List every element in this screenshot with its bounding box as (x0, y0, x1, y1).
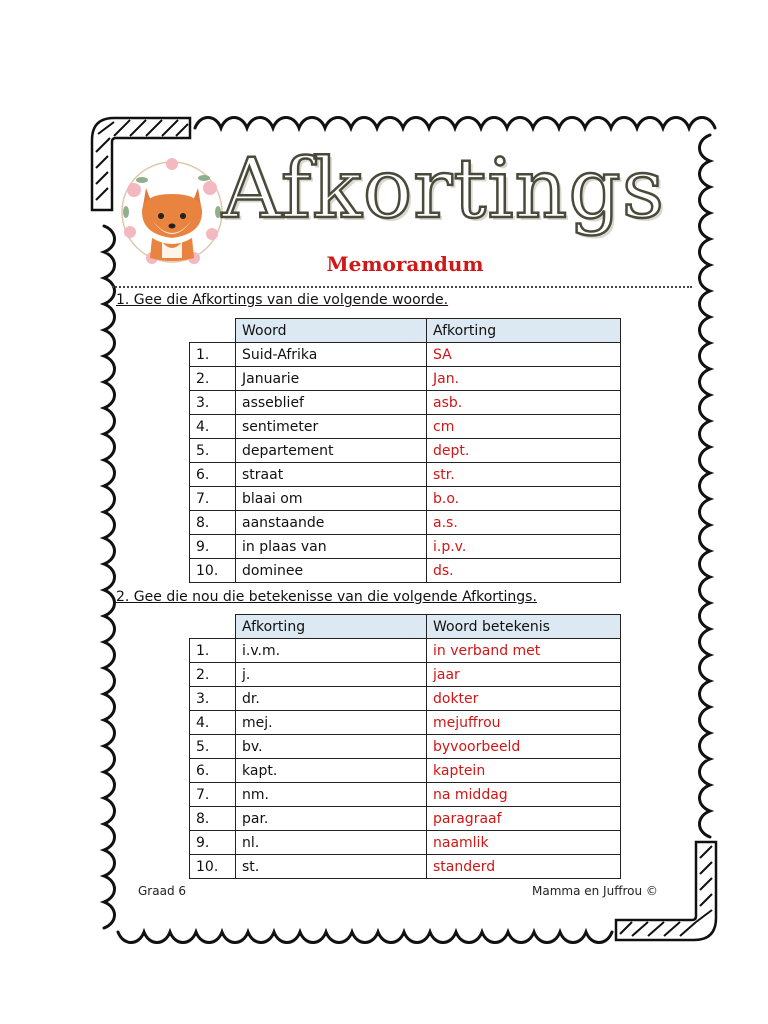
row-term: in plaas van (236, 535, 427, 559)
row-number: 8. (190, 807, 236, 831)
abbreviation-table-1 (189, 318, 621, 583)
row-term: par. (236, 807, 427, 831)
meaning-table-2 (189, 614, 621, 879)
row-term: sentimeter (236, 415, 427, 439)
table-row (190, 855, 621, 879)
row-term: st. (236, 855, 427, 879)
row-number: 5. (190, 735, 236, 759)
row-term: straat (236, 463, 427, 487)
row-term: dr. (236, 687, 427, 711)
row-term: departement (236, 439, 427, 463)
instruction-2: 2. Gee die nou die betekenisse van die volgende Afkortings. (116, 589, 537, 605)
row-answer: kaptein (427, 759, 621, 783)
column-header-abbreviation: Afkorting (236, 615, 427, 639)
row-term: i.v.m. (236, 639, 427, 663)
dotted-divider (112, 286, 692, 288)
fox-illustration (112, 150, 232, 270)
table-row (190, 639, 621, 663)
row-number: 2. (190, 663, 236, 687)
memorandum-subtitle: Memorandum (326, 252, 484, 276)
table-row (190, 367, 621, 391)
row-term: aanstaande (236, 511, 427, 535)
row-answer: mejuffrou (427, 711, 621, 735)
row-term: bv. (236, 735, 427, 759)
row-answer: asb. (427, 391, 621, 415)
row-number: 9. (190, 831, 236, 855)
instruction-1: 1. Gee die Afkortings van die volgende woorde. (116, 292, 449, 308)
row-term: Januarie (236, 367, 427, 391)
row-answer: na middag (427, 783, 621, 807)
row-answer: naamlik (427, 831, 621, 855)
row-number: 5. (190, 439, 236, 463)
row-term: j. (236, 663, 427, 687)
column-header-word: Woord (236, 319, 427, 343)
row-answer: i.p.v. (427, 535, 621, 559)
header-blank (190, 615, 236, 639)
table-row (190, 783, 621, 807)
row-number: 1. (190, 639, 236, 663)
table-row (190, 487, 621, 511)
row-number: 4. (190, 415, 236, 439)
footer-credit: Mamma en Juffrou © (532, 884, 658, 898)
table-row (190, 463, 621, 487)
table-row (190, 759, 621, 783)
row-number: 3. (190, 391, 236, 415)
page-title: Afkortings (222, 142, 665, 237)
table-row (190, 439, 621, 463)
table-row (190, 343, 621, 367)
row-answer: ds. (427, 559, 621, 583)
row-term: mej. (236, 711, 427, 735)
table-row (190, 663, 621, 687)
row-term: nm. (236, 783, 427, 807)
row-answer: cm (427, 415, 621, 439)
column-header-meaning: Woord betekenis (427, 615, 621, 639)
table-row (190, 831, 621, 855)
footer-grade: Graad 6 (138, 884, 187, 898)
row-number: 10. (190, 855, 236, 879)
row-number: 3. (190, 687, 236, 711)
header-blank (190, 319, 236, 343)
row-term: Suid-Afrika (236, 343, 427, 367)
row-number: 6. (190, 463, 236, 487)
row-number: 6. (190, 759, 236, 783)
row-term: asseblief (236, 391, 427, 415)
row-answer: str. (427, 463, 621, 487)
row-number: 4. (190, 711, 236, 735)
row-answer: jaar (427, 663, 621, 687)
table-row (190, 735, 621, 759)
table-row (190, 559, 621, 583)
table-row (190, 415, 621, 439)
row-answer: dept. (427, 439, 621, 463)
table-row (190, 535, 621, 559)
row-answer: SA (427, 343, 621, 367)
table-row (190, 807, 621, 831)
row-answer: byvoorbeeld (427, 735, 621, 759)
table-row (190, 711, 621, 735)
row-term: dominee (236, 559, 427, 583)
row-number: 7. (190, 783, 236, 807)
column-header-abbreviation: Afkorting (427, 319, 621, 343)
row-term: nl. (236, 831, 427, 855)
row-term: kapt. (236, 759, 427, 783)
row-number: 2. (190, 367, 236, 391)
row-answer: a.s. (427, 511, 621, 535)
table-row (190, 391, 621, 415)
table-row (190, 687, 621, 711)
row-answer: paragraaf (427, 807, 621, 831)
row-number: 1. (190, 343, 236, 367)
row-answer: b.o. (427, 487, 621, 511)
row-number: 7. (190, 487, 236, 511)
row-number: 8. (190, 511, 236, 535)
row-answer: in verband met (427, 639, 621, 663)
row-number: 10. (190, 559, 236, 583)
row-answer: dokter (427, 687, 621, 711)
table-row (190, 511, 621, 535)
row-answer: Jan. (427, 367, 621, 391)
row-answer: standerd (427, 855, 621, 879)
row-number: 9. (190, 535, 236, 559)
row-term: blaai om (236, 487, 427, 511)
